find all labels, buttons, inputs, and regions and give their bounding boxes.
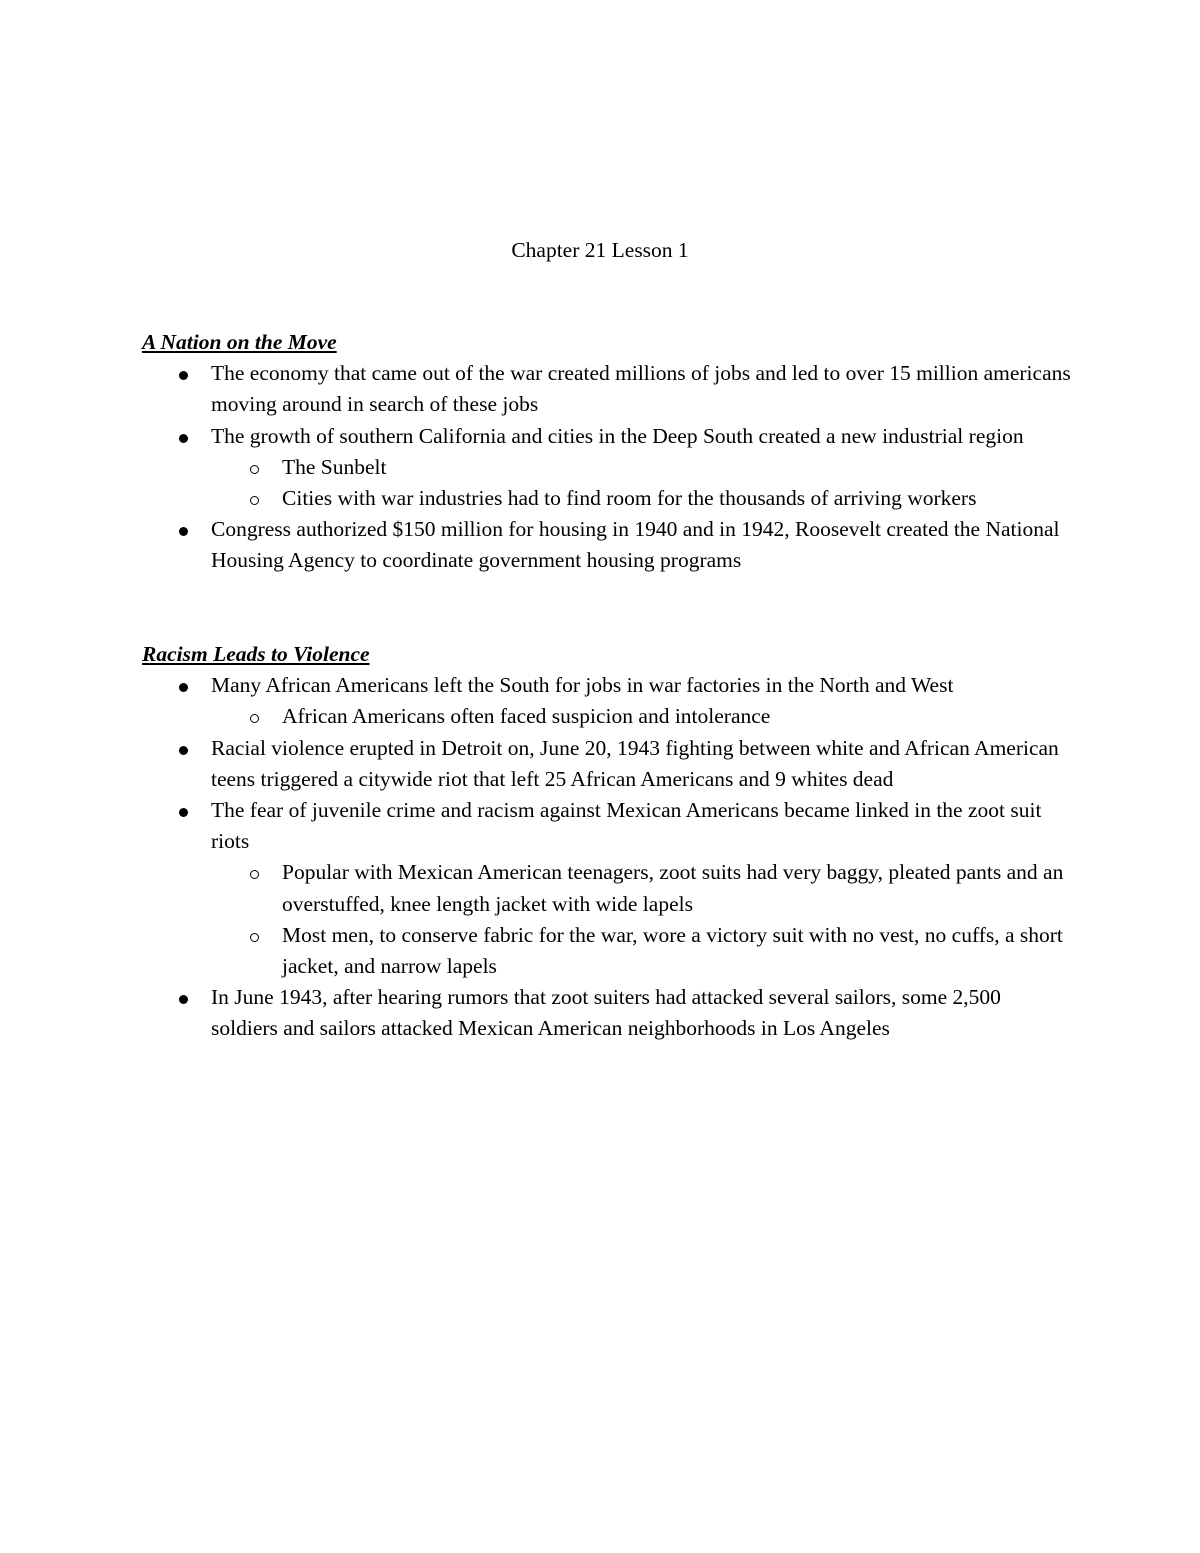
hollow-circle-bullet-icon — [250, 465, 259, 474]
bullet-dot-icon — [179, 746, 188, 755]
hollow-circle-bullet-icon — [250, 714, 259, 723]
bullet-dot-icon — [179, 683, 188, 692]
document-title: Chapter 21 Lesson 1 — [511, 238, 689, 262]
section-heading: A Nation on the Move — [142, 330, 337, 354]
bullet-text: The fear of juvenile crime and racism against Mexican Americans became linked in the zoot suit riots — [211, 798, 1042, 854]
sub-bullet-text: The Sunbelt — [282, 454, 387, 479]
sub-bullet-item — [211, 701, 1072, 732]
sub-bullet-text: Cities with war industries had to find room for the thousands of arriving workers — [282, 486, 977, 511]
bullet-text: The economy that came out of the war created millions of jobs and led to over 15 million americans moving around in search of these jobs — [211, 361, 1071, 417]
sub-bullet-text: Popular with Mexican American teenagers, zoot suits had very baggy, pleated pants and an overstuffed, knee length jacket with wide lapels — [282, 860, 1064, 916]
bullet-text: In June 1943, after hearing rumors that zoot suiters had attacked several sailors, some 2,500 soldiers and sailors attacked Mexican American neighborhoods in Los Angeles — [211, 985, 1001, 1041]
section-nation-on-the-move — [142, 327, 1072, 577]
sub-bullet-list — [211, 701, 1072, 732]
sub-bullet-text: African Americans often faced suspicion and intolerance — [282, 704, 771, 729]
hollow-circle-bullet-icon — [250, 933, 259, 942]
bullet-dot-icon — [179, 527, 188, 536]
bullet-text: Congress authorized $150 million for housing in 1940 and in 1942, Roosevelt created the National Housing Agency to coordinate government housing programs — [211, 517, 1060, 573]
bullet-item — [142, 514, 1072, 576]
bullet-item — [142, 982, 1072, 1044]
bullet-dot-icon — [179, 434, 188, 443]
sub-bullet-item — [211, 857, 1072, 919]
sub-bullet-text: Most men, to conserve fabric for the war, wore a victory suit with no vest, no cuffs, a short jacket, and narrow lapels — [282, 922, 1063, 979]
section-heading: Racism Leads to Violence — [142, 642, 370, 666]
sub-bullet-item — [211, 920, 1072, 982]
bullet-list — [142, 670, 1072, 1044]
bullet-text: The growth of southern California and cities in the Deep South created a new industrial region — [211, 423, 1024, 448]
bullet-text: Racial violence erupted in Detroit on, June 20, 1943 fighting between white and African American teens triggered a citywide riot that left 25 African Americans and 9 whites dead — [211, 735, 1059, 791]
bullet-item — [142, 795, 1072, 982]
sub-bullet-item — [211, 483, 1072, 514]
bullet-item — [142, 670, 1072, 732]
sub-bullet-item — [211, 452, 1072, 483]
bullet-item — [142, 733, 1072, 795]
bullet-item — [142, 358, 1072, 420]
sub-bullet-list — [211, 857, 1072, 982]
hollow-circle-bullet-icon — [250, 496, 259, 505]
bullet-list — [142, 358, 1072, 576]
section-racism-leads-to-violence — [142, 639, 1072, 1045]
bullet-dot-icon — [179, 371, 188, 380]
bullet-dot-icon — [179, 808, 188, 817]
bullet-dot-icon — [179, 995, 188, 1004]
sub-bullet-list — [211, 452, 1072, 514]
hollow-circle-bullet-icon — [250, 870, 259, 879]
bullet-item — [142, 421, 1072, 515]
bullet-text: Many African Americans left the South for jobs in war factories in the North and West — [211, 673, 954, 698]
